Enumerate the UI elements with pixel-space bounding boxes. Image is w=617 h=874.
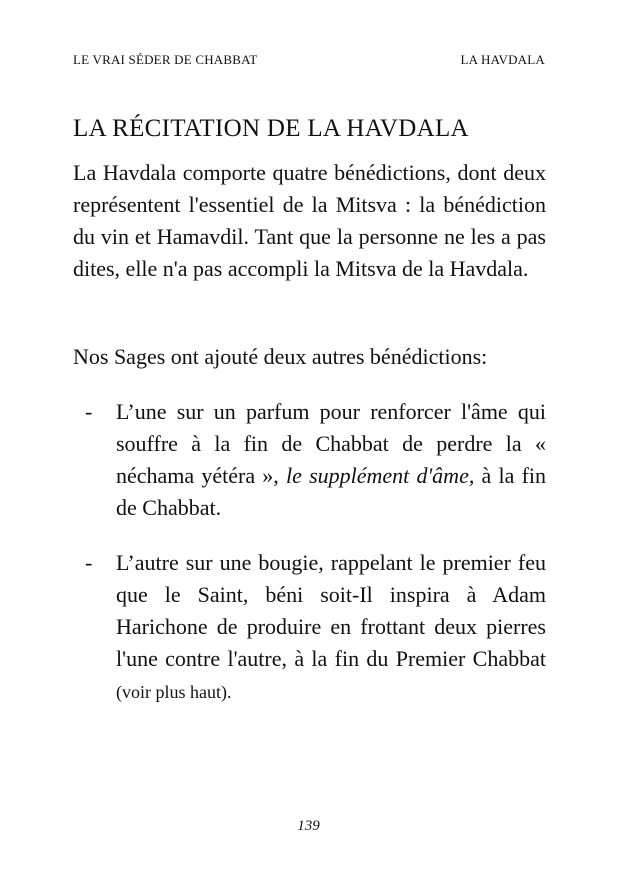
list-item-text xyxy=(116,396,546,524)
header-chapter-title: LA HAVDALA xyxy=(460,52,545,67)
list-item-italic-gloss: le supplément d'âme, xyxy=(286,463,475,488)
section-title: LA RÉCITATION DE LA HAVDALA xyxy=(73,115,469,142)
list-item-bougie xyxy=(73,547,546,708)
list-item-parfum xyxy=(73,396,546,524)
running-header xyxy=(73,52,545,70)
bullet-dash: - xyxy=(85,550,93,575)
blessings-intro-paragraph: Nos Sages ont ajouté deux autres bénédictions: xyxy=(73,344,488,369)
list-item-body: L’autre sur une bougie, rappelant le premier feu que le Saint, béni soit-Il inspira à Adam Harichone de produire en frottant deux pierres l'une contre l'autre, à la fin du Premier Chabbat xyxy=(116,550,546,671)
page-number: 139 xyxy=(297,818,320,834)
list-item-end: à la fin de Chabbat. xyxy=(116,463,547,520)
intro-paragraph: La Havdala comporte quatre bénédictions, dont deux représentent l'essentiel de la Mitsva : la bénédiction du vin et Hamavdil. Tant que la personne ne les a pas dites, elle n'a pas accompli la Mitsva de la Havdala. xyxy=(73,160,546,281)
list-item-text xyxy=(116,547,546,708)
list-item-reference: (voir plus haut). xyxy=(116,682,232,702)
bullet-dash: - xyxy=(85,399,93,424)
header-book-title: LE VRAI SÉDER DE CHABBAT xyxy=(73,52,258,67)
list-item-body: L’une sur un parfum pour renforcer l'âme qui souffre à la fin de Chabbat de perdre la « néchama yétéra », xyxy=(116,399,546,488)
